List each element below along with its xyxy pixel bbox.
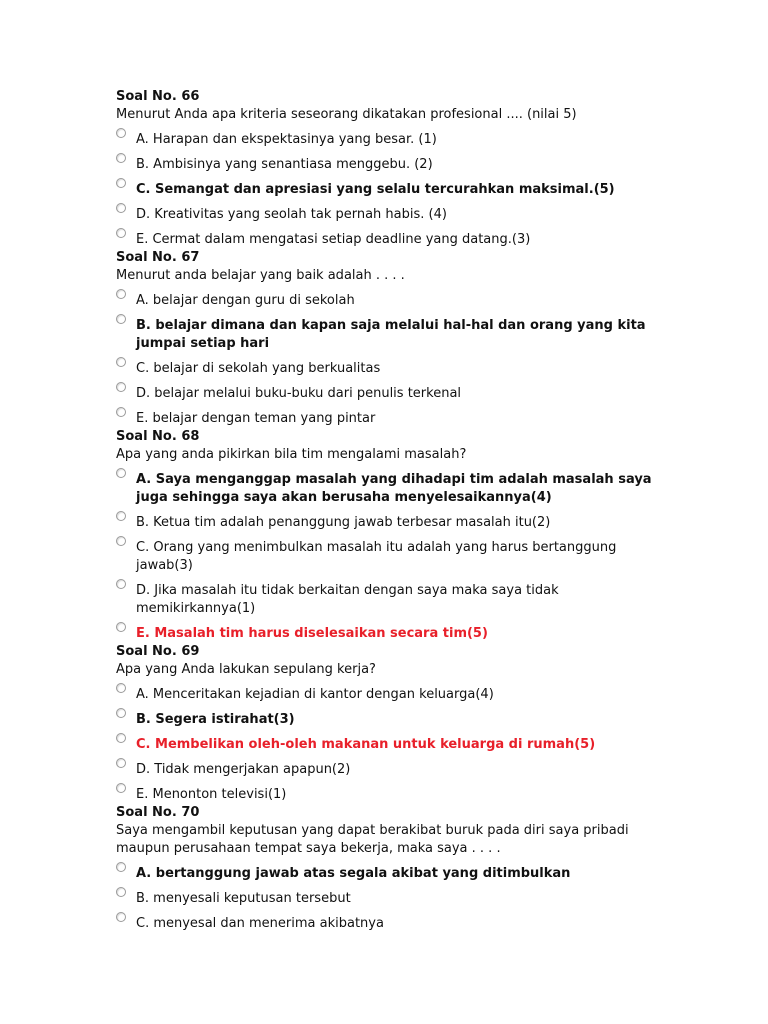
question-text: Menurut Anda apa kriteria seseorang dikatakan profesional .... (nilai 5) <box>116 107 577 122</box>
answer-option-label: E. Cermat dalam mengatasi setiap deadline yang datang.(3) <box>136 232 531 247</box>
answer-option-label: B. Ambisinya yang senantiasa menggebu. (2) <box>136 157 433 172</box>
quiz-document <box>116 88 656 933</box>
answer-option[interactable] <box>116 539 656 575</box>
answer-option-label: C. Membelikan oleh-oleh makanan untuk keluarga di rumah(5) <box>136 737 596 752</box>
radio-button-icon[interactable] <box>116 382 126 392</box>
radio-button-icon[interactable] <box>116 289 126 299</box>
answer-option-label: C. Orang yang menimbulkan masalah itu adalah yang harus bertanggung jawab(3) <box>136 540 617 573</box>
answer-option[interactable] <box>116 292 656 310</box>
answer-option-label: B. Ketua tim adalah penanggung jawab terbesar masalah itu(2) <box>136 515 551 530</box>
question-number: Soal No. 67 <box>116 250 200 265</box>
answer-option-label: E. Masalah tim harus diselesaikan secara tim(5) <box>136 626 488 641</box>
question-number: Soal No. 70 <box>116 805 200 820</box>
question-text: Apa yang Anda lakukan sepulang kerja? <box>116 662 376 677</box>
answer-option-label: C. Semangat dan apresiasi yang selalu tercurahkan maksimal.(5) <box>136 182 615 197</box>
answer-option-label: A. Saya menganggap masalah yang dihadapi tim adalah masalah saya juga sehingga saya akan berusaha menyelesaikannya(4) <box>136 472 652 505</box>
answer-option-label: A. Harapan dan ekspektasinya yang besar. (1) <box>136 132 437 147</box>
radio-button-icon[interactable] <box>116 622 126 632</box>
answer-option[interactable] <box>116 686 656 704</box>
answer-option[interactable] <box>116 582 656 618</box>
answer-option[interactable] <box>116 890 656 908</box>
radio-button-icon[interactable] <box>116 912 126 922</box>
answer-option[interactable] <box>116 181 656 199</box>
answer-option[interactable] <box>116 385 656 403</box>
answer-option-label: E. Menonton televisi(1) <box>136 787 287 802</box>
answer-option-label: D. Jika masalah itu tidak berkaitan dengan saya maka saya tidak memikirkannya(1) <box>136 583 559 616</box>
answer-option[interactable] <box>116 131 656 149</box>
question-block <box>116 88 656 249</box>
answer-option[interactable] <box>116 206 656 224</box>
answer-option-label: D. Kreativitas yang seolah tak pernah habis. (4) <box>136 207 447 222</box>
radio-button-icon[interactable] <box>116 758 126 768</box>
radio-button-icon[interactable] <box>116 468 126 478</box>
radio-button-icon[interactable] <box>116 783 126 793</box>
question-number: Soal No. 66 <box>116 89 200 104</box>
answer-option[interactable] <box>116 865 656 883</box>
answer-option-label: A. belajar dengan guru di sekolah <box>136 293 355 308</box>
answer-option-label: C. menyesal dan menerima akibatnya <box>136 916 384 931</box>
question-text: Menurut anda belajar yang baik adalah . . . . <box>116 268 405 283</box>
question-number: Soal No. 69 <box>116 644 200 659</box>
answer-option-label: A. bertanggung jawab atas segala akibat yang ditimbulkan <box>136 866 571 881</box>
radio-button-icon[interactable] <box>116 178 126 188</box>
question-block <box>116 428 656 643</box>
answer-option[interactable] <box>116 736 656 754</box>
answer-option-label: B. Segera istirahat(3) <box>136 712 295 727</box>
radio-button-icon[interactable] <box>116 579 126 589</box>
question-text: Saya mengambil keputusan yang dapat berakibat buruk pada diri saya pribadi maupun perusahaan tempat saya bekerja, maka saya . . . . <box>116 823 629 856</box>
question-number: Soal No. 68 <box>116 429 200 444</box>
radio-button-icon[interactable] <box>116 153 126 163</box>
answer-option-label: B. menyesali keputusan tersebut <box>136 891 351 906</box>
radio-button-icon[interactable] <box>116 511 126 521</box>
answer-option[interactable] <box>116 625 656 643</box>
answer-option-label: A. Menceritakan kejadian di kantor dengan keluarga(4) <box>136 687 494 702</box>
answer-option[interactable] <box>116 317 656 353</box>
answer-option[interactable] <box>116 156 656 174</box>
radio-button-icon[interactable] <box>116 683 126 693</box>
answer-option-label: E. belajar dengan teman yang pintar <box>136 411 376 426</box>
answer-option[interactable] <box>116 514 656 532</box>
answer-option[interactable] <box>116 915 656 933</box>
answer-option-label: C. belajar di sekolah yang berkualitas <box>136 361 381 376</box>
answer-option-label: D. belajar melalui buku-buku dari penulis terkenal <box>136 386 462 401</box>
radio-button-icon[interactable] <box>116 407 126 417</box>
answer-option[interactable] <box>116 786 656 804</box>
radio-button-icon[interactable] <box>116 862 126 872</box>
answer-option[interactable] <box>116 410 656 428</box>
answer-option[interactable] <box>116 360 656 378</box>
answer-option[interactable] <box>116 231 656 249</box>
radio-button-icon[interactable] <box>116 887 126 897</box>
radio-button-icon[interactable] <box>116 228 126 238</box>
question-block <box>116 804 656 933</box>
radio-button-icon[interactable] <box>116 733 126 743</box>
question-block <box>116 643 656 804</box>
answer-option[interactable] <box>116 471 656 507</box>
radio-button-icon[interactable] <box>116 357 126 367</box>
radio-button-icon[interactable] <box>116 128 126 138</box>
answer-option[interactable] <box>116 711 656 729</box>
radio-button-icon[interactable] <box>116 708 126 718</box>
radio-button-icon[interactable] <box>116 314 126 324</box>
question-block <box>116 249 656 428</box>
radio-button-icon[interactable] <box>116 536 126 546</box>
radio-button-icon[interactable] <box>116 203 126 213</box>
question-text: Apa yang anda pikirkan bila tim mengalami masalah? <box>116 447 467 462</box>
answer-option-label: B. belajar dimana dan kapan saja melalui hal-hal dan orang yang kita jumpai setiap hari <box>136 318 646 351</box>
answer-option[interactable] <box>116 761 656 779</box>
answer-option-label: D. Tidak mengerjakan apapun(2) <box>136 762 351 777</box>
